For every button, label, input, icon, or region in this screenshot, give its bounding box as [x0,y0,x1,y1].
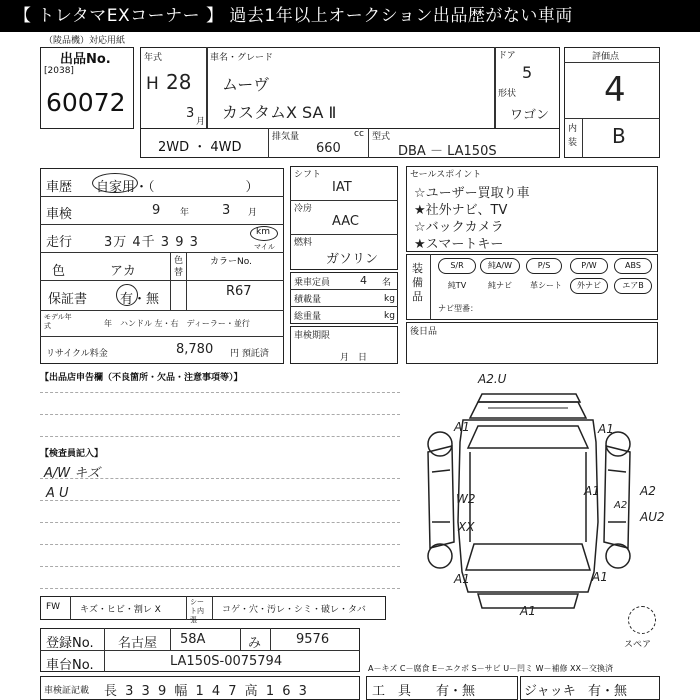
inspection-month-unit: 月 [248,208,258,218]
dmg-a2-mid: A2 [614,500,628,511]
fuel-label: 燃料 [294,238,313,248]
seat-items: コゲ・穴・汚レ・シミ・破レ・タバ [222,605,366,615]
equip-tv: 純TV [447,281,467,290]
lot-sub: [2038] [44,66,74,76]
score-value: 4 [604,70,626,110]
model-value: DBA － LA150S [398,144,497,159]
recycle-label: リサイクル料金 [46,349,108,359]
capacity-value: 4 [360,274,367,287]
color-change-label: 色替 [174,256,184,278]
recycle-value: 8,780 [176,342,214,357]
door-count: 5 [522,63,533,82]
equip-sr: S/R [438,258,476,274]
equip-abs: ABS [614,258,652,274]
mileage-label: 走行 [46,235,73,250]
cert-dimensions: 長 3 3 9 幅 1 4 7 高 1 6 3 [104,684,309,699]
reg-city: 名古屋 [118,636,158,651]
damage-legend: A－キズ C－腐食 E－エクボ S－サビ U－凹ミ W－補修 XX－交換済 [368,664,614,673]
fw-label: FW [46,602,61,612]
year-value: 28 [166,70,192,94]
inspection-year: 9 [152,203,161,218]
steering-dealer: 年 ハンドル 左・右 ディーラー・並行 [104,319,250,328]
sales-point-1: ☆ユーザー買取り車 [414,186,530,201]
tools-label: 工 具 [372,684,412,699]
remarks-label: 【出品店申告欄（不良箇所・欠品・注意事項等）】 [40,373,243,383]
after-label: 後日品 [410,327,438,337]
chassis-number: LA150S-0075794 [170,654,283,669]
seat-label: シート内張 [190,598,204,624]
history-value: 自家用・（ ） [96,180,259,195]
jack-label: ジャッキ [524,684,576,699]
period-label: 車検期限 [294,331,331,341]
inspector-label: 【検査員記入】 [40,449,104,459]
spare-label: スペア [624,640,652,650]
load-unit: kg [384,294,395,304]
dmg-w2: W2 [456,492,476,506]
load-label: 積載量 [294,295,322,305]
weight-label: 総重量 [294,312,322,322]
color-value: アカ [110,264,136,279]
dmg-a1-front-right: A1 [598,422,614,436]
navi-label: ナビ型番： [438,304,478,313]
name-label: 車名・グレード [210,53,274,63]
sales-point-4: ★スマートキー [414,237,504,252]
year-label: 年式 [144,53,163,63]
equip-navi: 純ナビ [488,281,512,290]
dmg-a1-rear: A1 [520,604,536,618]
dmg-a1-rear-left: A1 [454,572,470,586]
form-label: （陵品機）対応用紙 [44,36,126,46]
history-label: 車歴 [46,180,73,195]
tools-value: 有・無 [436,684,476,699]
history-circle [92,173,138,193]
interior-label: 内装 [568,124,578,148]
reg-number: 9576 [296,632,330,647]
equip-ext-navi: 外ナビ [570,278,608,294]
warranty-label: 保証書 [48,292,88,307]
equip-aw: 純A/W [480,258,520,274]
displacement-value: 660 [316,141,341,156]
inspection-month: 3 [222,203,231,218]
capacity-label: 乗車定員 [294,278,331,288]
equip-airbag: エアB [614,278,652,294]
score-label: 評価点 [592,52,620,62]
weight-unit: kg [384,311,395,321]
chassis-label: 車台No. [46,658,94,673]
year-era: H [146,74,159,94]
fuel-value: ガソリン [326,252,379,267]
dmg-a2u: A2.U [478,372,507,386]
month-value: 3 [186,106,195,121]
equip-seat: 革シート [530,281,562,290]
ac-label: 冷房 [294,204,313,214]
dmg-au2: AU2 [640,510,665,524]
equip-pw: P/W [570,258,608,274]
sales-label: セールスポイント [410,170,482,180]
cc-unit: cc [354,129,364,139]
dmg-a1-front-left: A1 [454,420,470,434]
cert-label: 車検証記載 [44,686,90,696]
door-label: ドア [498,51,516,61]
inspection-label: 車検 [46,207,73,222]
fw-items: キズ・ヒビ・割レ X [80,605,161,615]
lot-number: 60072 [46,88,126,117]
inspection-year-unit: 年 [180,208,190,218]
header-banner: 【 トレタマEXコーナー 】 過去1年以上オークション出品歴がない車両 [0,0,700,32]
shape-value: ワゴン [510,108,550,123]
mileage-unit: km [256,227,270,237]
shape-label: 形状 [498,89,517,99]
spare-tire-icon [628,606,656,634]
shift-value: IAT [332,180,352,195]
jack-value: 有・無 [588,684,628,699]
sales-point-3: ☆バックカメラ [414,220,504,235]
model-label: 型式 [372,132,391,142]
after-box [406,322,658,364]
dmg-xx: XX [458,520,475,534]
grade: カスタムX SA Ⅱ [222,103,337,122]
car-name: ムーヴ [222,75,270,94]
ac-value: AAC [332,214,359,229]
drive-type: 2WD ・ 4WD [158,140,242,155]
capacity-unit: 名 [382,278,392,288]
equip-ps: P/S [526,258,562,274]
period-value: 月 日 [340,353,368,363]
reg-kana: み [248,636,262,651]
lot-label: 出品No. [60,52,111,67]
recycle-unit: 円 預託済 [230,349,269,359]
color-no-value: R67 [226,284,252,299]
displacement-label: 排気量 [272,132,300,142]
model-year-label: モデル年式 [44,313,72,330]
dmg-a2-right: A2 [640,484,656,498]
shift-label: シフト [294,170,322,180]
sales-point-2: ★社外ナビ、TV [414,203,508,218]
month-unit: 月 [196,117,206,127]
equipment-label: 装備品 [412,262,423,303]
reg-class: 58A [180,632,206,647]
color-no-label: カラーNo. [210,257,252,267]
color-label: 色 [52,264,66,279]
reg-label: 登録No. [46,636,94,651]
inspector-note-2: A U [46,486,69,501]
mileage-unit-mile: マイル [254,243,275,251]
warranty-value: 有・無 [120,292,160,307]
mileage-value: 3万 4千 3 9 3 [104,235,199,250]
inspector-note-1: A/W キズ [44,466,100,481]
dmg-a1-rear-right: A1 [592,570,608,584]
interior-value: B [612,124,626,148]
dmg-a1-right-door: A1 [584,484,600,498]
